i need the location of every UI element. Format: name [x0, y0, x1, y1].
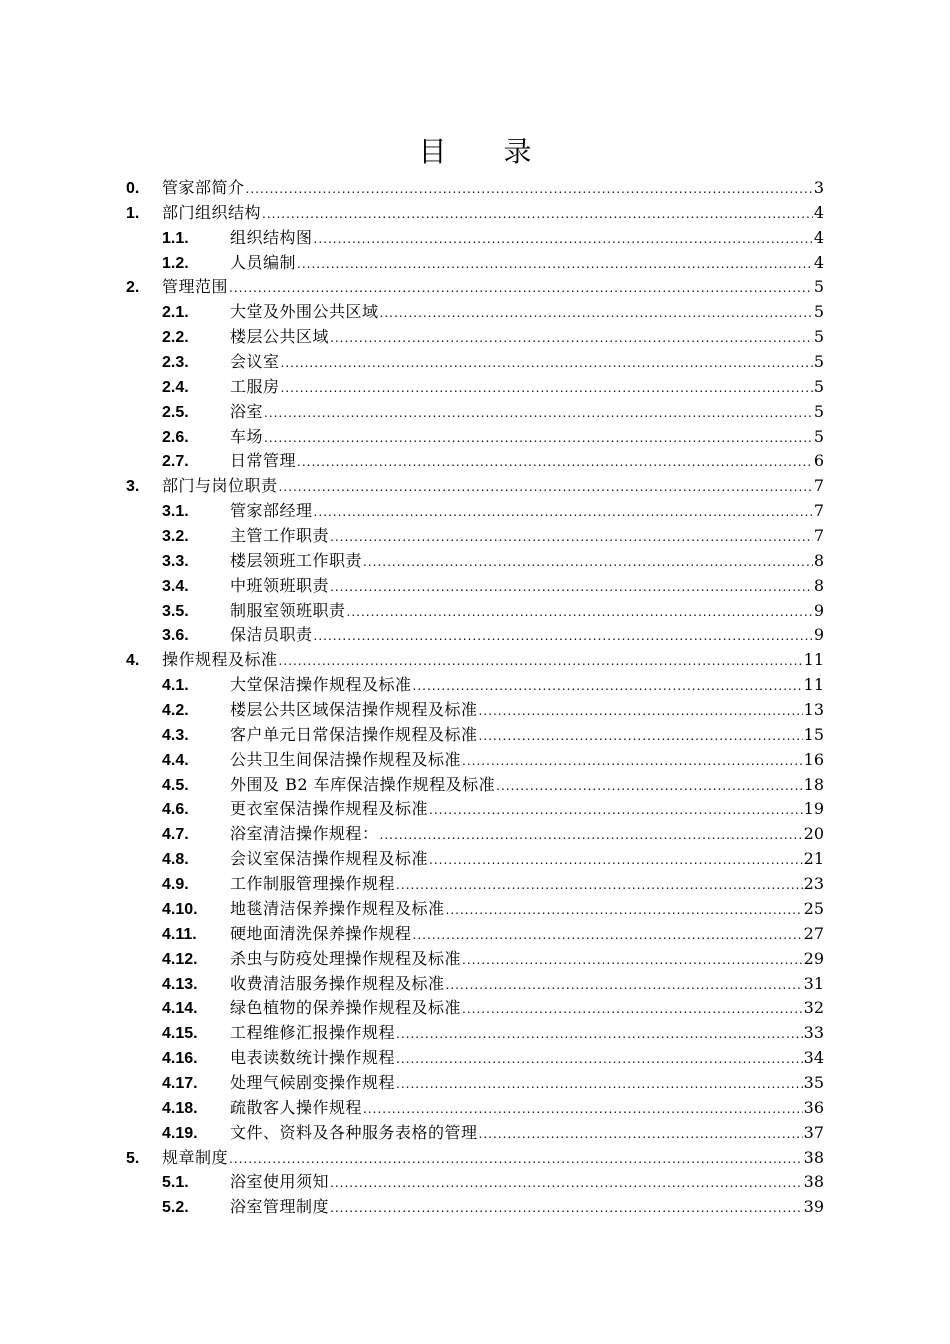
toc-entry-title: 车场 [230, 426, 264, 446]
toc-entry-page-number: 15 [803, 724, 824, 744]
toc-entry[interactable] [126, 947, 824, 972]
toc-entry[interactable] [126, 1121, 824, 1146]
toc-entry[interactable] [126, 897, 824, 922]
toc-entry-number: 4.7. [162, 826, 189, 844]
toc-dot-leader [314, 624, 813, 649]
toc-entry-title: 大堂保洁操作规程及标准 [230, 675, 412, 695]
toc-entry-page-number: 6 [813, 451, 824, 471]
toc-entry-page-number: 4 [813, 252, 824, 272]
toc-dot-leader [229, 276, 813, 301]
toc-entry-page-number: 4 [813, 227, 824, 247]
toc-dot-leader [462, 948, 803, 973]
toc-entry-number: 3.1. [162, 503, 189, 521]
toc-entry[interactable] [126, 1170, 824, 1195]
toc-entry-number: 1.1. [162, 229, 189, 247]
toc-entry-number: 4.12. [162, 950, 198, 968]
toc-entry-title: 楼层领班工作职责 [230, 550, 363, 570]
toc-dot-leader [396, 1047, 803, 1072]
toc-entry[interactable] [126, 872, 824, 897]
toc-entry[interactable] [126, 623, 824, 648]
toc-entry-title: 电表读数统计操作规程 [230, 1048, 396, 1068]
toc-entry-page-number: 5 [813, 277, 824, 297]
toc-entry-page-number: 5 [813, 401, 824, 421]
toc-entry-number: 5.2. [162, 1199, 189, 1217]
toc-entry-title: 管家部简介 [162, 178, 245, 197]
toc-entry-number: 4.6. [162, 801, 189, 819]
toc-entry-title: 大堂及外围公共区域 [230, 302, 379, 322]
toc-entry-page-number: 38 [803, 1172, 824, 1192]
toc-dot-leader [462, 749, 803, 774]
toc-entry-number: 4.17. [162, 1074, 198, 1092]
toc-entry[interactable] [126, 350, 824, 375]
toc-dot-leader [297, 252, 813, 277]
toc-dot-leader [479, 699, 803, 724]
toc-entry[interactable] [126, 549, 824, 574]
toc-entry-title: 更衣室保洁操作规程及标准 [230, 799, 429, 819]
toc-entry-title: 硬地面清洗保养操作规程 [230, 923, 412, 943]
toc-entry-title: 工服房 [230, 376, 280, 396]
toc-entry-title: 杀虫与防疫处理操作规程及标准 [230, 948, 462, 968]
toc-entry[interactable] [126, 648, 824, 673]
toc-dot-leader [279, 475, 813, 500]
toc-entry[interactable] [126, 300, 824, 325]
toc-entry-page-number: 32 [803, 998, 824, 1018]
toc-entry-page-number: 21 [803, 849, 824, 869]
toc-dot-leader [264, 426, 813, 451]
toc-entry-page-number: 36 [803, 1097, 824, 1117]
toc-entry-title: 保洁员职责 [230, 625, 313, 645]
toc-entry[interactable] [126, 822, 824, 847]
toc-entry-number: 1. [126, 204, 140, 222]
toc-entry-number: 2.3. [162, 354, 189, 372]
toc-entry-number: 2. [126, 279, 140, 297]
toc-dot-leader [297, 450, 813, 475]
toc-entry[interactable] [126, 251, 824, 276]
toc-entry[interactable] [126, 474, 824, 499]
toc-entry-number: 4.4. [162, 751, 189, 769]
toc-entry-title: 部门组织结构 [162, 202, 262, 222]
toc-entry-title: 浴室清洁操作规程： [230, 824, 379, 844]
toc-entry-number: 4.11. [162, 925, 197, 943]
toc-entry-number: 4.13. [162, 975, 198, 993]
toc-entry-number: 4.18. [162, 1099, 198, 1117]
toc-entry[interactable] [126, 325, 824, 350]
toc-entry-page-number: 7 [813, 476, 824, 496]
toc-entry[interactable] [126, 1146, 824, 1171]
toc-entry[interactable] [126, 599, 824, 624]
toc-entry-title: 浴室管理制度 [230, 1197, 330, 1217]
toc-entry-title: 疏散客人操作规程 [230, 1097, 363, 1117]
toc-dot-leader [281, 376, 813, 401]
toc-entry[interactable] [126, 425, 824, 450]
toc-entry-title: 浴室 [230, 401, 264, 421]
toc-entry[interactable] [126, 1046, 824, 1071]
toc-entry-page-number: 19 [803, 799, 824, 819]
toc-entry-number: 2.5. [162, 403, 189, 421]
toc-entry-number: 3.5. [162, 602, 189, 620]
toc-entry-title: 公共卫生间保洁操作规程及标准 [230, 749, 462, 769]
toc-entry-number: 3.4. [162, 577, 189, 595]
toc-dot-leader [330, 326, 813, 351]
toc-entry-page-number: 13 [803, 700, 824, 720]
toc-entry-number: 4. [126, 652, 140, 670]
toc-entry-number: 4.19. [162, 1124, 198, 1142]
toc-entry[interactable] [126, 574, 824, 599]
toc-entry-number: 4.5. [162, 776, 189, 794]
toc-entry-number: 3.3. [162, 552, 189, 570]
toc-entry-page-number: 7 [813, 526, 824, 546]
toc-dot-leader [330, 1171, 803, 1196]
toc-entry-title: 收费清洁服务操作规程及标准 [230, 973, 445, 993]
toc-entry-page-number: 31 [803, 973, 824, 993]
toc-entry-number: 1.2. [162, 254, 189, 272]
toc-entry-number: 2.2. [162, 329, 189, 347]
toc-entry[interactable] [126, 400, 824, 425]
toc-entry[interactable] [126, 449, 824, 474]
toc-dot-leader [363, 1097, 803, 1122]
toc-dot-leader [479, 1122, 803, 1147]
toc-dot-leader [229, 1147, 803, 1172]
toc-entry-title: 部门与岗位职责 [162, 476, 278, 496]
toc-entry[interactable] [126, 996, 824, 1021]
toc-entry-page-number: 9 [813, 625, 824, 645]
toc-entry-page-number: 5 [813, 376, 824, 396]
toc-dot-leader [479, 724, 803, 749]
toc-dot-leader [413, 674, 803, 699]
toc-entry-page-number: 18 [803, 774, 824, 794]
toc-entry-title: 管家部经理 [230, 501, 313, 521]
toc-entry-title: 处理气候剧变操作规程 [230, 1072, 396, 1092]
toc-entry[interactable] [126, 673, 824, 698]
toc-dot-leader [279, 649, 803, 674]
toc-dot-leader [330, 575, 813, 600]
toc-entry[interactable] [126, 275, 824, 300]
toc-dot-leader [396, 1072, 803, 1097]
toc-dot-leader [413, 923, 803, 948]
toc-entry[interactable] [126, 524, 824, 549]
toc-entry-page-number: 11 [803, 650, 824, 670]
toc-dot-leader [429, 798, 803, 823]
toc-entry[interactable] [126, 922, 824, 947]
toc-entry-page-number: 5 [813, 426, 824, 446]
toc-entry-title: 管理范围 [162, 277, 229, 297]
toc-entry-number: 4.15. [162, 1025, 198, 1043]
toc-entry-title: 工程维修汇报操作规程 [230, 1023, 396, 1043]
toc-entry[interactable] [126, 226, 824, 251]
toc-entry-title: 操作规程及标准 [162, 650, 278, 670]
toc-entry-number: 4.14. [162, 1000, 198, 1018]
toc-dot-leader [262, 202, 813, 227]
toc-entry[interactable] [126, 1096, 824, 1121]
toc-entry-number: 2.4. [162, 378, 189, 396]
toc-entry-page-number: 5 [813, 327, 824, 347]
toc-dot-leader [446, 898, 803, 923]
toc-entry[interactable] [126, 1071, 824, 1096]
toc-dot-leader [314, 227, 813, 252]
toc-entry-title: 规章制度 [162, 1147, 229, 1167]
toc-dot-leader [330, 1196, 803, 1221]
toc-entry[interactable] [126, 698, 824, 723]
toc-entry[interactable] [126, 972, 824, 997]
toc-entry-page-number: 4 [813, 202, 824, 222]
toc-entry-number: 4.10. [162, 900, 198, 918]
toc-entry-number: 2.7. [162, 453, 189, 471]
toc-entry-title: 中班领班职责 [230, 575, 330, 595]
toc-entry-number: 2.1. [162, 304, 189, 322]
toc-entry[interactable] [126, 1021, 824, 1046]
toc-dot-leader [281, 351, 813, 376]
toc-entry-title: 外围及 B2 车库保洁操作规程及标准 [230, 774, 496, 794]
toc-entry-number: 3.6. [162, 627, 189, 645]
toc-dot-leader [246, 177, 813, 202]
toc-entry-title: 会议室保洁操作规程及标准 [230, 849, 429, 869]
toc-entry-title: 浴室使用须知 [230, 1172, 330, 1192]
toc-entry-title: 客户单元日常保洁操作规程及标准 [230, 724, 478, 744]
toc-entry-page-number: 33 [803, 1023, 824, 1043]
toc-entry-title: 地毯清洁保养操作规程及标准 [230, 898, 445, 918]
toc-entry-title: 日常管理 [230, 451, 297, 471]
toc-dot-leader [380, 823, 803, 848]
toc-entry-page-number: 11 [803, 675, 824, 695]
toc-entry-page-number: 16 [803, 749, 824, 769]
toc-entry-page-number: 23 [803, 874, 824, 894]
toc-entry-page-number: 5 [813, 352, 824, 372]
toc-entry[interactable] [126, 748, 824, 773]
table-of-contents [126, 176, 824, 1220]
toc-dot-leader [429, 848, 803, 873]
toc-title: 目 录 [418, 135, 556, 168]
toc-dot-leader [380, 301, 813, 326]
toc-entry[interactable] [126, 375, 824, 400]
toc-entry-page-number: 34 [803, 1048, 824, 1068]
toc-entry-title: 楼层公共区域保洁操作规程及标准 [230, 700, 478, 720]
toc-dot-leader [314, 500, 813, 525]
toc-entry-number: 4.8. [162, 851, 189, 869]
toc-dot-leader [264, 401, 813, 426]
toc-entry-title: 工作制服管理操作规程 [230, 874, 396, 894]
toc-entry[interactable] [126, 176, 824, 201]
toc-entry-title: 制服室领班职责 [230, 600, 346, 620]
toc-entry-page-number: 5 [813, 302, 824, 322]
toc-dot-leader [330, 525, 813, 550]
toc-entry-title: 会议室 [230, 352, 280, 372]
toc-dot-leader [462, 997, 803, 1022]
toc-entry-page-number: 38 [803, 1147, 824, 1167]
toc-entry-number: 3.2. [162, 528, 189, 546]
toc-entry-number: 4.9. [162, 876, 189, 894]
toc-entry[interactable] [126, 797, 824, 822]
toc-entry-page-number: 3 [813, 178, 824, 197]
toc-entry-number: 4.2. [162, 702, 189, 720]
toc-entry-title: 人员编制 [230, 252, 297, 272]
toc-entry-page-number: 39 [803, 1197, 824, 1217]
toc-dot-leader [396, 873, 803, 898]
toc-entry-page-number: 7 [813, 501, 824, 521]
toc-entry-number: 4.1. [162, 677, 189, 695]
toc-entry-title: 主管工作职责 [230, 526, 330, 546]
toc-dot-leader [363, 550, 813, 575]
toc-entry-page-number: 29 [803, 948, 824, 968]
toc-entry-page-number: 9 [813, 600, 824, 620]
toc-entry-page-number: 27 [803, 923, 824, 943]
toc-entry-number: 4.3. [162, 726, 189, 744]
toc-entry-number: 0. [126, 180, 140, 197]
toc-dot-leader [496, 774, 803, 799]
toc-entry-title: 文件、资料及各种服务表格的管理 [230, 1122, 478, 1142]
toc-entry-page-number: 8 [813, 575, 824, 595]
toc-entry-page-number: 35 [803, 1072, 824, 1092]
toc-entry-page-number: 25 [803, 898, 824, 918]
toc-dot-leader [347, 600, 813, 625]
toc-entry-page-number: 37 [803, 1122, 824, 1142]
toc-entry-page-number: 20 [803, 824, 824, 844]
toc-entry[interactable] [126, 499, 824, 524]
toc-entry-number: 4.16. [162, 1050, 198, 1068]
toc-entry-title: 绿色植物的保养操作规程及标准 [230, 998, 462, 1018]
toc-entry-number: 5. [126, 1149, 140, 1167]
toc-entry-title: 楼层公共区域 [230, 327, 330, 347]
toc-entry-page-number: 8 [813, 550, 824, 570]
toc-entry[interactable] [126, 201, 824, 226]
toc-entry-number: 3. [126, 478, 140, 496]
toc-entry-title: 组织结构图 [230, 227, 313, 247]
toc-dot-leader [396, 1022, 803, 1047]
toc-entry-number: 5.1. [162, 1174, 189, 1192]
toc-entry-number: 2.6. [162, 428, 189, 446]
toc-dot-leader [446, 973, 803, 998]
toc-entry[interactable] [126, 1195, 824, 1220]
toc-entry[interactable] [126, 773, 824, 798]
toc-entry[interactable] [126, 847, 824, 872]
toc-entry[interactable] [126, 723, 824, 748]
